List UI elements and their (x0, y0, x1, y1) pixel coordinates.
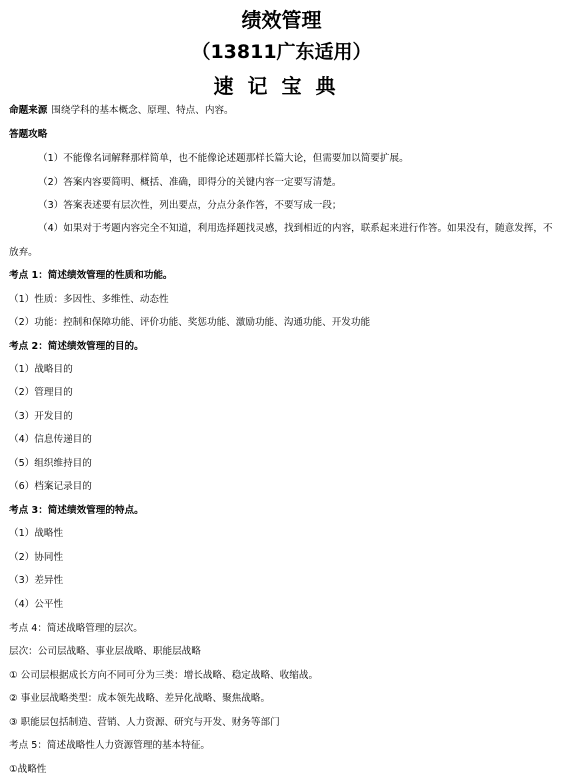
point-item: ③ 职能层包括制造、营销、人力资源、研究与开发、财务等部门 (9, 717, 280, 728)
point-title: 考点 5：简述战略性人力资源管理的基本特征。 (9, 740, 211, 751)
point-item: （3）差异性 (9, 575, 64, 586)
source-text: 围绕学科的基本概念、原理、特点、内容。 (51, 105, 234, 116)
strategy-item: （2）答案内容要简明、概括、准确，即得分的关键内容一定要写清楚。 (38, 177, 342, 188)
point-item: （6）档案记录目的 (9, 481, 92, 492)
point-item: （2）协同性 (9, 552, 64, 563)
point-item: （2）管理目的 (9, 387, 73, 398)
point-title: 考点 3：简述绩效管理的特点。 (9, 505, 144, 516)
strategy-item: （4）如果对于考题内容完全不知道，利用选择题找灵感，找到相近的内容，联系起来进行作答。如果没有，随意发挥，不放弃。 (9, 223, 553, 258)
source-label: 命题来源 (9, 105, 48, 116)
point-item: （1）性质：多因性、多维性、动态性 (9, 294, 169, 305)
strategy-label: 答题攻略 (9, 129, 48, 140)
document-title: 绩效管理 (241, 8, 322, 32)
source-line (9, 104, 557, 118)
point-title: 考点 1：简述绩效管理的性质和功能。 (9, 270, 173, 281)
point-item: ② 事业层战略类型：成本领先战略、差异化战略、聚焦战略。 (9, 693, 271, 704)
point-item: （1）战略目的 (9, 364, 73, 375)
point-item: 层次：公司层战略、事业层战略、职能层战略 (9, 646, 201, 657)
strategy-item: （3）答案表述要有层次性，列出要点，分点分条作答，不要写成一段； (38, 200, 342, 211)
document-heading: 速记宝典 (213, 74, 350, 98)
point-item: （4）信息传递目的 (9, 434, 92, 445)
point-title: 考点 2：简述绩效管理的目的。 (9, 341, 144, 352)
point-item: （3）开发目的 (9, 411, 73, 422)
point-item: ① 公司层根据成长方向不同可分为三类：增长战略、稳定战略、收缩战。 (9, 670, 319, 681)
point-item: （1）战略性 (9, 528, 64, 539)
point-item: （2）功能：控制和保障功能、评价功能、奖惩功能、激励功能、沟通功能、开发功能 (9, 317, 371, 328)
strategy-item: （1）不能像名词解释那样简单，也不能像论述题那样长篇大论，但需要加以简要扩展。 (38, 153, 409, 164)
document-subtitle: （13811广东适用） (191, 41, 372, 63)
point-title: 考点 4：简述战略管理的层次。 (9, 623, 143, 634)
point-item: （4）公平性 (9, 599, 64, 610)
point-item: ①战略性 (9, 764, 47, 775)
point-item: （5）组织维持目的 (9, 458, 92, 469)
